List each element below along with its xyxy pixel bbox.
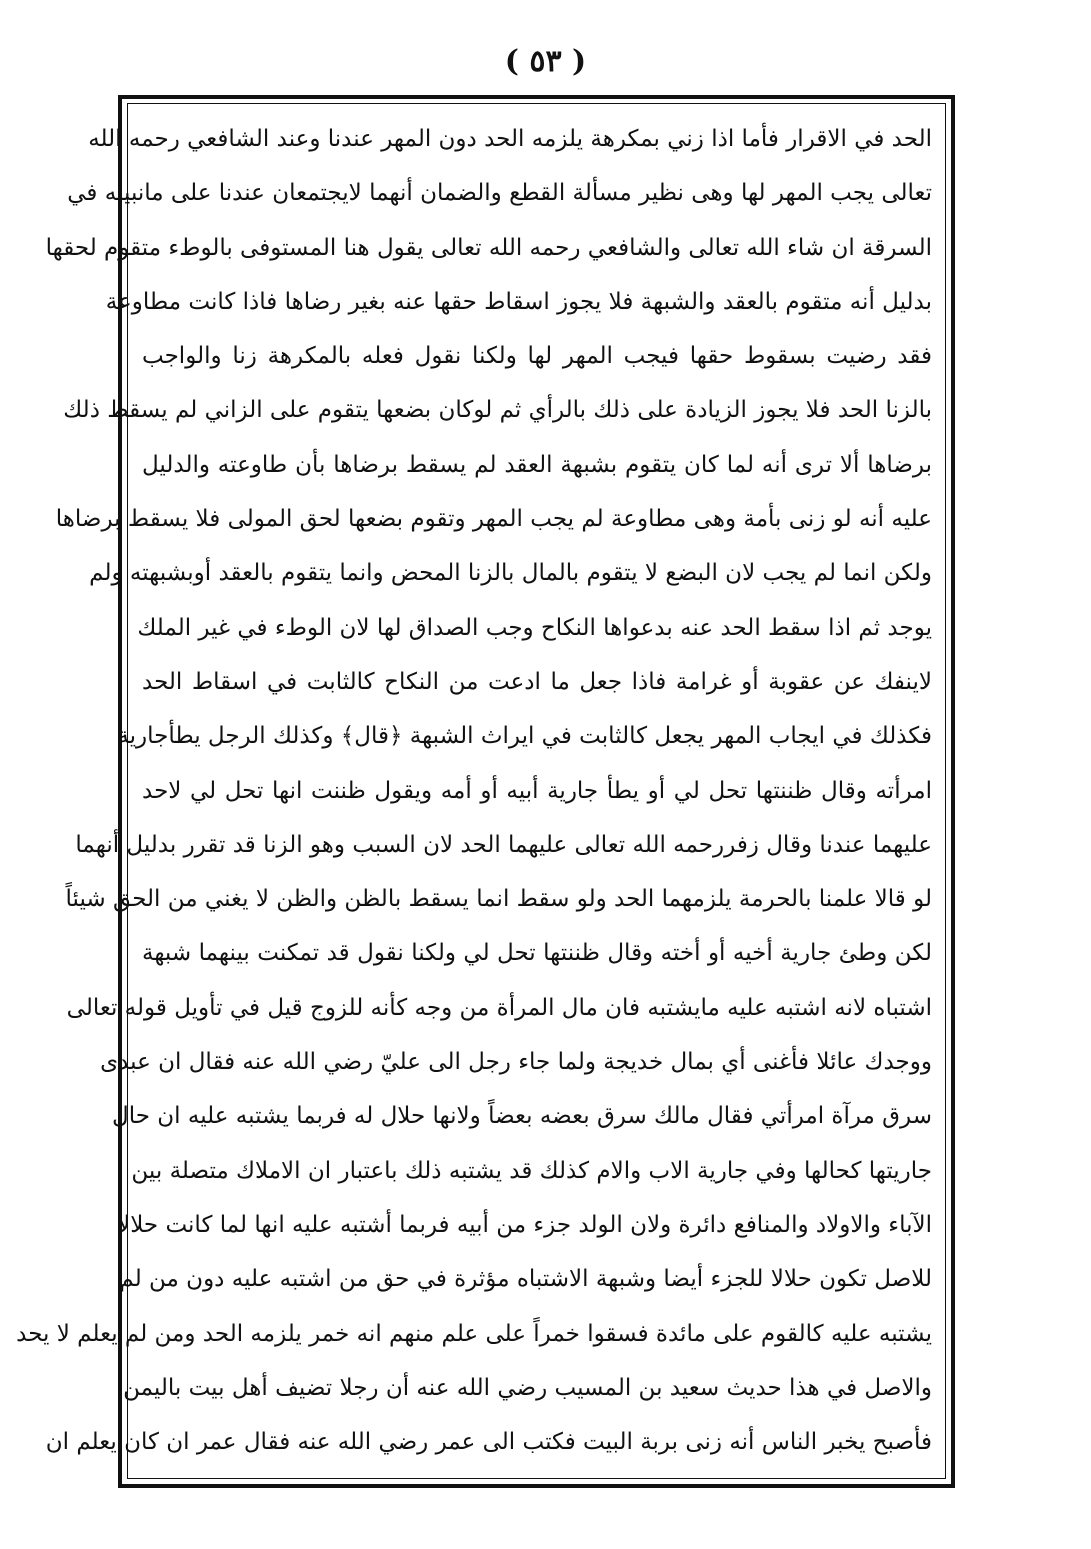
text-line: فأصبح يخبر الناس أنه زنى بربة البيت فكتب الى عمر رضي الله عنه فقال عمر ان كان يعلم ان (45, 1429, 932, 1456)
text-line: السرقة ان شاء الله تعالى والشافعي رحمه الله تعالى يقول هنا المستوفى بالوطء متقوم لحقها (45, 234, 932, 261)
text-line: ولكن انما لم يجب لان البضع لا يتقوم بالمال بالزنا المحض وانما يتقوم بالعقد أوبشبهته ولم (89, 560, 932, 587)
text-line: يشتبه عليه كالقوم على مائدة فسقوا خمراً على علم منهم انه خمر يلزمه الحد ومن لم يعلم لا يحد (16, 1320, 932, 1347)
text-line: الآباء والاولاد والمنافع دائرة ولان الولد جزء من أبيه فربما أشتبه عليه انها لما كانت حلالا (117, 1211, 932, 1238)
text-line: امرأته وقال ظننتها تحل لي أو يطأ جارية أبيه أو أمه ويقول ظننت انها تحل لي لاحد (142, 777, 932, 804)
text-line: عليهما عندنا وقال زفررحمه الله تعالى عليهما الحد لان السبب وهو الزنا قد تقرر بدليل أنهما (75, 831, 932, 858)
text-line: يوجد ثم اذا سقط الحد عنه بدعواها النكاح وجب الصداق لها لان الوطء في غير الملك (137, 614, 932, 641)
text-line: بدليل أنه متقوم بالعقد والشبهة فلا يجوز اسقاط حقها عنه بغير رضاها فاذا كانت مطاوعة (105, 288, 932, 315)
text-line: عليه أنه لو زنى بأمة وهى مطاوعة لم يجب المهر وتقوم بضعها لحق المولى فلا يسقط برضاها (55, 506, 932, 533)
text-line: اشتباه لانه اشتبه عليه مايشتبه فان مال المرأة من وجه كأنه للزوج قيل في تأويل قوله تعالى (66, 994, 932, 1021)
text-line: بالزنا الحد فلا يجوز الزيادة على ذلك بالرأي ثم لوكان بضعها يتقوم على الزاني لم يسقط ذلك (63, 397, 932, 424)
text-line: برضاها ألا ترى أنه لما كان يتقوم بشبهة العقد لم يسقط برضاها بأن طاوعته والدليل (142, 451, 932, 478)
text-line: سرق مرآة امرأتي فقال مالك سرق بعضه بعضاً ولانها حلال له فربما يشتبه عليه ان حال (112, 1103, 932, 1130)
text-line: لاينفك عن عقوبة أو غرامة فاذا جعل ما ادعت من النكاح كالثابت في اسقاط الحد (142, 668, 932, 695)
text-line: والاصل في هذا حديث سعيد بن المسيب رضي الله عنه أن رجلا تضيف أهل بيت باليمن (123, 1374, 932, 1401)
text-body (16, 112, 932, 1472)
text-line: لو قالا علمنا بالحرمة يلزمهما الحد ولو سقط انما يسقط بالظن والظن لا يغني من الحق شيئاً (65, 886, 932, 913)
text-line: ووجدك عائلا فأغنى أي بمال خديجة ولما جاء رجل الى عليّ رضي الله عنه فقال ان عبدى (100, 1049, 932, 1076)
text-line: فقد رضيت بسقوط حقها فيجب المهر لها ولكنا نقول فعله بالمكرهة زنا والواجب (142, 343, 932, 370)
text-line: الحد في الاقرار فأما اذا زني بمكرهة يلزمه الحد دون المهر عندنا وعند الشافعي رحمه الله (88, 126, 932, 152)
text-line: لكن وطئ جارية أخيه أو أخته وقال ظننتها تحل لي ولكنا نقول قد تمكنت بينهما شبهة (142, 940, 932, 967)
text-line: فكذلك في ايجاب المهر يجعل كالثابت في ايراث الشبهة ﴿قال﴾ وكذلك الرجل يطأجارية (117, 723, 932, 750)
text-line: تعالى يجب المهر لها وهى نظير مسألة القطع والضمان أنهما لايجتمعان عندنا على مانبينه في (67, 180, 932, 207)
text-line: جاريتها كحالها وفي جارية الاب والام كذلك قد يشتبه ذلك باعتبار ان الاملاك متصلة بين (131, 1157, 932, 1184)
page-number: ( ٥٣ ) (504, 44, 587, 79)
text-line: للاصل تكون حلالا للجزء أيضا وشبهة الاشتباه مؤثرة في حق من اشتبه عليه دون من لم (119, 1266, 932, 1293)
